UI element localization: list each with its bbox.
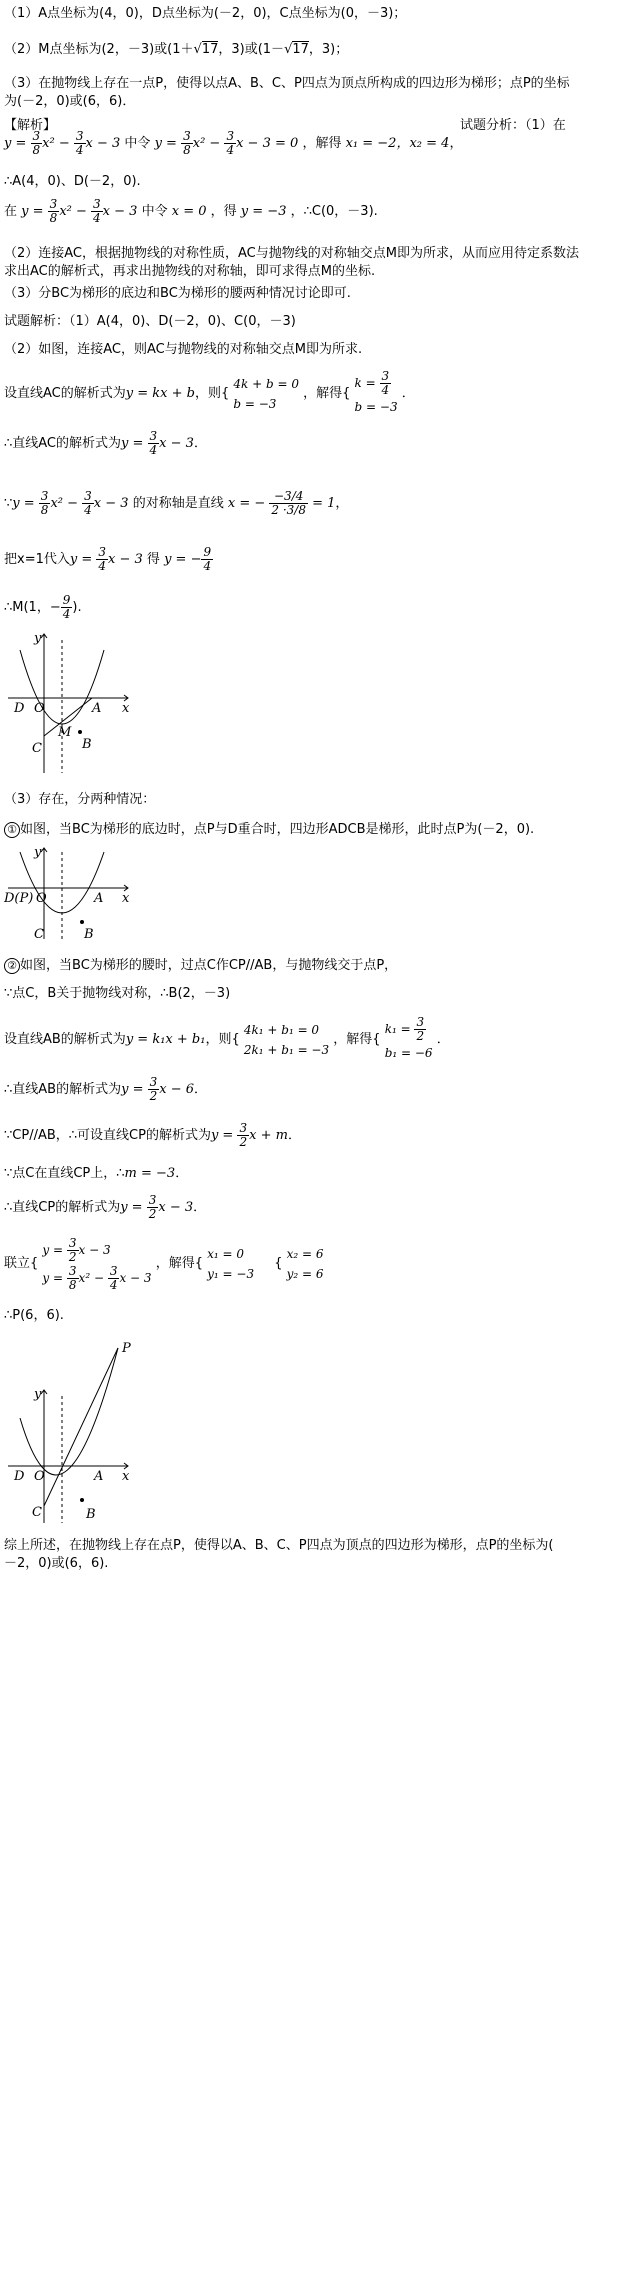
solution-sub: 把x=1代入y = $\frac{3}{4}$ x − 3 得 y = − $\frac{9}{4}$ <box>4 545 212 573</box>
part3-case1: ① 如图，当BC为梯形的底边时，点P与D重合时，四边形ADCB是梯形，此时点P为(－2，0). <box>4 820 534 840</box>
label-o: O <box>34 701 45 716</box>
analysis-heading: 【解析】 <box>4 118 57 133</box>
svg-text:B: B <box>84 927 94 942</box>
svg-text:C: C <box>32 1505 42 1520</box>
svg-text:x: x <box>122 891 130 906</box>
label-y: y <box>34 631 42 646</box>
analysis-line-1: y = $\frac{3}{8}$ x² − $\frac{3}{4}$ x − 3 中令 y = $\frac{3}{8}$ x² − $\frac{3}{4}$ x − 3 = 0 ，解得 x₁ = −2，x₂ = 4， <box>4 129 463 157</box>
label-dp: D(P) <box>4 891 34 906</box>
part3-ab-line: ∴直线AB的解析式为y = $\frac{3}{2}$ x − 6． <box>4 1075 208 1103</box>
answer-line-2: （2）M点坐标为(2，－3)或(1＋√17，3)或(1－√17，3)； <box>4 42 349 57</box>
part3-ab-setup: 设直线AB的解析式为y = k₁x + b₁，则{ 4k₁ + b₁ = 0 2k₁ + b₁ = −3 ，解得{ k₁ = $\frac{3}{2}$ b₁ = −6 ． <box>4 1015 450 1060</box>
label-d: D <box>14 701 25 716</box>
solution-ac-setup: 设直线AC的解析式为y = kx + b，则{ 4k + b = 0 b = −3 ，解得{ k = $\frac{3}{4}$ b = −3 ． <box>4 369 415 414</box>
analysis-heading-right: 试题分析：（1）在 <box>460 118 566 133</box>
svg-text:y: y <box>34 845 42 860</box>
label-p: P <box>122 1341 131 1356</box>
svg-text:B: B <box>86 1507 96 1522</box>
part3-case2: ② 如图，当BC为梯形的腰时，过点C作CP//AB，与抛物线交于点P， <box>4 956 397 976</box>
part3-p66: ∴P(6，6). <box>4 1308 64 1323</box>
solution-1: 试题解析：（1）A(4，0)、D(－2，0)、C(0，－3) <box>4 314 296 329</box>
part3-system: 联立{ y = $\frac{3}{2}$ x − 3 y = $\frac{3}{8}$ x² − $\frac{3}{4}$ x − 3 ，解得{ x₁ = 0 y₁ = −3 { x₂ = 6 y₂ = 6 <box>4 1235 324 1292</box>
label-b: B <box>82 737 92 752</box>
label-m: M <box>58 725 72 740</box>
answer-line-3b: 为(－2，0)或(6，6)． <box>4 94 136 109</box>
label-c: C <box>32 741 42 756</box>
analysis-ad: ∴A(4，0)、D(－2，0). <box>4 174 141 189</box>
parabola <box>20 1348 118 1475</box>
analysis-c: 在 y = $\frac{3}{8}$ x² − $\frac{3}{4}$ x − 3 中令 x = 0 ，得 y = −3 ，∴C(0，－3). <box>4 197 378 225</box>
svg-text:C: C <box>34 927 44 942</box>
answer-line-3a: （3）在抛物线上存在一点P，使得以点A、B、C、P四点为顶点所构成的四边形为梯形；点P的坐标 <box>4 76 570 91</box>
part3-c-on: ∵点C在直线CP上，∴m = −3． <box>4 1166 189 1181</box>
graph-ac-m <box>0 628 140 778</box>
part3-cb: ∵点C，B关于抛物线对称，∴B(2，－3) <box>4 986 231 1001</box>
answer-line-1: （1）A点坐标为(4，0)，D点坐标为(－2，0)，C点坐标为(0，－3)； <box>4 6 407 21</box>
part3-cp-line: ∴直线CP的解析式为y = $\frac{3}{2}$ x − 3． <box>4 1193 207 1221</box>
solution-m: ∴M(1，− $\frac{9}{4}$ ). <box>4 593 82 621</box>
label-x: x <box>122 701 130 716</box>
graph-case2 <box>0 1338 140 1528</box>
solution-axis: ∵y = $\frac{3}{8}$ x² − $\frac{3}{4}$ x − 3 的对称轴是直线 x = − $\frac{-3/4}{2 \cdot 3/8}$ = 1， <box>4 489 349 517</box>
part3-intro: （3）存在，分两种情况： <box>4 792 156 807</box>
final-line-1: 综上所述，在抛物线上存在点P，使得以A、B、C、P四点为顶点的四边形为梯形，点P的坐标为( <box>4 1538 554 1553</box>
solution-2: （2）如图，连接AC，则AC与抛物线的对称轴交点M即为所求. <box>4 342 363 357</box>
svg-text:A: A <box>94 1469 104 1484</box>
label-a: A <box>92 701 102 716</box>
svg-text:O: O <box>36 891 47 906</box>
final-line-2: －2，0)或(6，6). <box>4 1556 109 1571</box>
svg-text:y: y <box>34 1387 42 1402</box>
svg-text:x: x <box>122 1469 130 1484</box>
part3-cp-par: ∵CP//AB，∴可设直线CP的解析式为y = $\frac{3}{2}$ x + m． <box>4 1121 301 1149</box>
svg-text:D: D <box>14 1469 25 1484</box>
solution-ac-line: ∴直线AC的解析式为y = $\frac{3}{4}$ x − 3． <box>4 429 207 457</box>
graph-case1 <box>0 844 140 944</box>
line-cp <box>44 1348 118 1506</box>
analysis-p3: （3）分BC为梯形的底边和BC为梯形的腰两种情况讨论即可. <box>4 286 351 301</box>
svg-text:O: O <box>34 1469 45 1484</box>
analysis-p2b: 求出AC的解析式，再求出抛物线的对称轴，即可求得点M的坐标. <box>4 264 376 279</box>
analysis-p2a: （2）连接AC，根据抛物线的对称性质，AC与抛物线的对称轴交点M即为所求，从而应用待定系数法 <box>4 246 579 261</box>
svg-text:A: A <box>94 891 104 906</box>
